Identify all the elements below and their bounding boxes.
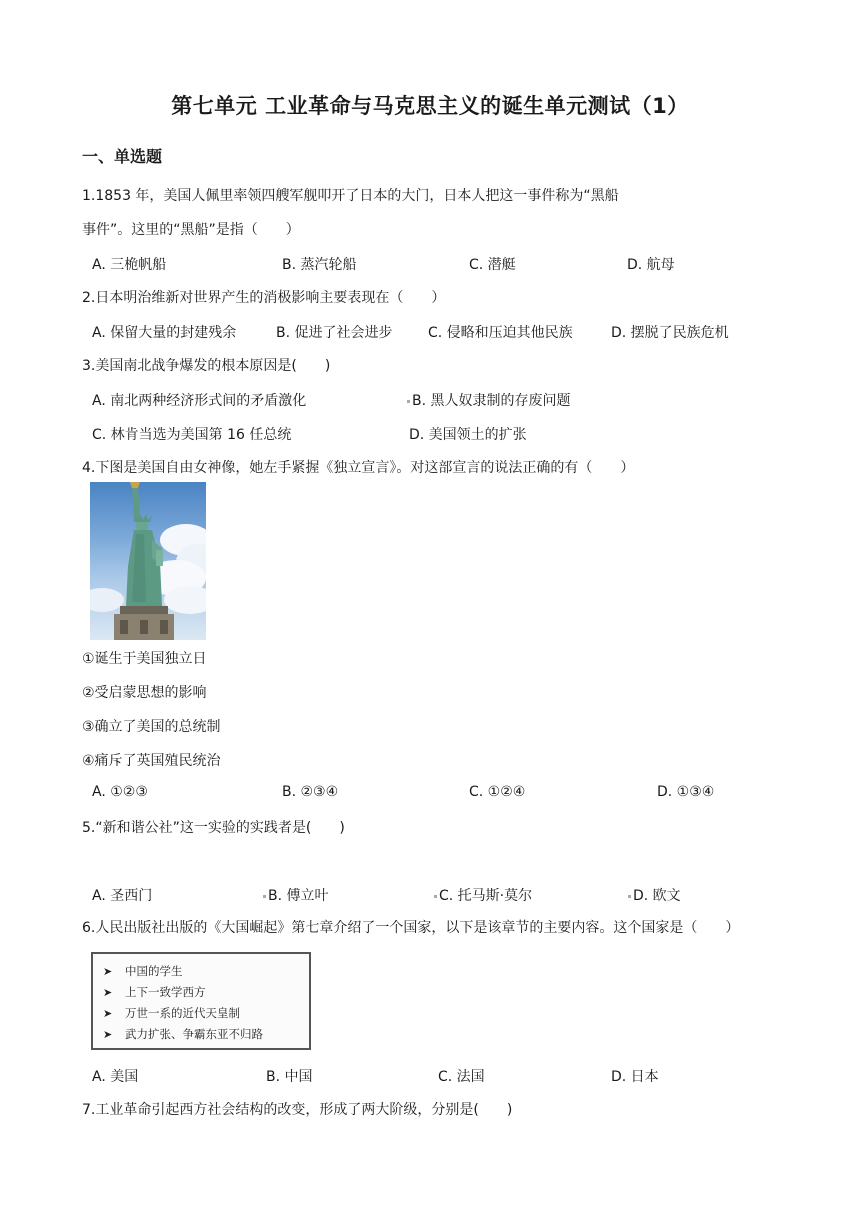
chapter-contents-box bbox=[91, 952, 311, 1050]
option-c[interactable]: C. 法国 bbox=[438, 1069, 485, 1085]
question-6-options bbox=[92, 1066, 792, 1086]
option-a[interactable]: A. 美国 bbox=[92, 1069, 139, 1085]
option-b[interactable]: B. 傅立叶 bbox=[263, 885, 329, 905]
arrow-icon: ➤ bbox=[103, 965, 113, 978]
question-7-text: 7.工业革命引起西方社会结构的改变，形成了两大阶级，分别是( ) bbox=[82, 1102, 513, 1118]
box-item: ➤ 武力扩张、争霸东亚不归路 bbox=[103, 1024, 309, 1045]
option-c[interactable]: C. 侵略和压迫其他民族 bbox=[428, 325, 573, 341]
question-5-options bbox=[92, 885, 792, 905]
page-title: 第七单元 工业革命与马克思主义的诞生单元测试（1） bbox=[171, 94, 689, 118]
question-4-options bbox=[92, 784, 792, 804]
option-c[interactable]: C. 潜艇 bbox=[469, 257, 516, 273]
question-5-text: 5.“新和谐公社”这一实验的实践者是( ) bbox=[82, 820, 345, 836]
option-b[interactable]: B. 蒸汽轮船 bbox=[282, 257, 357, 273]
box-item: ➤ 中国的学生 bbox=[103, 961, 309, 982]
question-4-text: 4.下图是美国自由女神像，她左手紧握《独立宣言》。对这部宣言的说法正确的有（ ） bbox=[82, 460, 635, 476]
option-b[interactable]: B. ②③④ bbox=[282, 784, 339, 800]
option-c[interactable]: C. 林肯当选为美国第 16 任总统 bbox=[92, 427, 292, 443]
tick-mark bbox=[434, 895, 437, 898]
arrow-icon: ➤ bbox=[103, 1028, 113, 1041]
option-d[interactable]: D. 航母 bbox=[627, 257, 675, 273]
question-3-options-row-2 bbox=[92, 424, 792, 444]
box-item: ➤ 上下一致学西方 bbox=[103, 982, 309, 1003]
arrow-icon: ➤ bbox=[103, 986, 113, 999]
option-a[interactable]: A. 南北两种经济形式间的矛盾激化 bbox=[92, 393, 307, 409]
option-d[interactable]: D. 美国领土的扩张 bbox=[409, 427, 527, 443]
option-a[interactable]: A. 圣西门 bbox=[92, 888, 153, 904]
option-d[interactable]: D. 摆脱了民族危机 bbox=[611, 325, 729, 341]
statement-1: ①诞生于美国独立日 bbox=[82, 651, 207, 667]
box-item: ➤ 万世一系的近代天皇制 bbox=[103, 1003, 309, 1024]
option-d[interactable]: D. ①③④ bbox=[657, 784, 715, 800]
question-3-options-row-1 bbox=[92, 390, 792, 410]
option-a[interactable]: A. 三桅帆船 bbox=[92, 257, 167, 273]
arrow-icon: ➤ bbox=[103, 1007, 113, 1020]
option-a[interactable]: A. ①②③ bbox=[92, 784, 148, 800]
option-b[interactable]: B. 黑人奴隶制的存废问题 bbox=[407, 390, 571, 410]
statement-2: ②受启蒙思想的影响 bbox=[82, 685, 207, 701]
statue-of-liberty-illustration bbox=[90, 482, 206, 640]
statement-3: ③确立了美国的总统制 bbox=[82, 719, 221, 735]
option-b[interactable]: B. 促进了社会进步 bbox=[276, 325, 393, 341]
question-1-text-cont: 事件”。这里的“黑船”是指（ ） bbox=[82, 222, 300, 238]
option-c[interactable]: C. ①②④ bbox=[469, 784, 526, 800]
option-a[interactable]: A. 保留大量的封建残余 bbox=[92, 325, 237, 341]
tick-mark bbox=[628, 895, 631, 898]
tick-mark bbox=[407, 400, 410, 403]
option-d[interactable]: D. 日本 bbox=[611, 1069, 659, 1085]
statue-of-liberty-image bbox=[90, 482, 206, 640]
question-1-text: 1.1853 年，美国人佩里率领四艘军舰叩开了日本的大门，日本人把这一事件称为“黑船 bbox=[82, 188, 619, 204]
question-2-text: 2.日本明治维新对世界产生的消极影响主要表现在（ ） bbox=[82, 290, 446, 306]
option-c[interactable]: C. 托马斯·莫尔 bbox=[434, 885, 532, 905]
question-1-options bbox=[92, 254, 792, 274]
question-6-text: 6.人民出版社出版的《大国崛起》第七章介绍了一个国家，以下是该章节的主要内容。这个国家是（ ） bbox=[82, 920, 740, 936]
question-3-text: 3.美国南北战争爆发的根本原因是( ) bbox=[82, 358, 331, 374]
option-b[interactable]: B. 中国 bbox=[266, 1069, 313, 1085]
statement-4: ④痛斥了英国殖民统治 bbox=[82, 753, 221, 769]
question-2-options bbox=[92, 322, 792, 342]
tick-mark bbox=[263, 895, 266, 898]
section-heading: 一、单选题 bbox=[82, 147, 163, 166]
option-d[interactable]: D. 欧文 bbox=[628, 885, 681, 905]
